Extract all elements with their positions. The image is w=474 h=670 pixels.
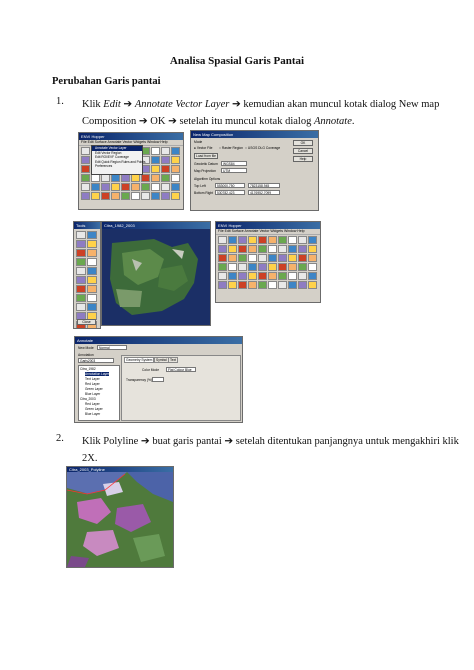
hopper-b-menubar[interactable]: File Edit Surface Annotate Vector Widgets Window Help [216,229,320,235]
toolbar-tool-icon[interactable] [308,245,317,253]
toolbar-tool-icon[interactable] [91,183,100,191]
radio-usgs-coverage[interactable]: ○ USGS DLG Coverage [245,146,281,150]
toolbar-tool-icon[interactable] [218,254,227,262]
toolbar-tool-icon[interactable] [238,254,247,262]
toolbar-tool-icon[interactable] [151,147,160,155]
toolbar-tool-icon[interactable] [238,272,247,280]
step-1-arrow: ➔ [120,99,135,110]
toolbar-tool-icon[interactable] [278,263,287,271]
toolbar-tool-icon[interactable] [76,258,86,266]
layer-tree-item[interactable]: Red Layer [85,382,100,386]
toolbar-tool-icon[interactable] [171,156,180,164]
new-mode-select[interactable]: Normal [97,345,127,350]
toolbar-tool-icon[interactable] [151,183,160,191]
step-2-line1: Klik Polyline ➔ buat garis pantai ➔ setelah ditentukan panjangnya untuk mengakhiri klik [82,436,459,447]
toolbar-tool-icon[interactable] [288,263,297,271]
toolbar-tool-icon[interactable] [248,263,257,271]
toolbar-tool-icon[interactable] [258,272,267,280]
toolbar-tool-icon[interactable] [298,236,307,244]
toolbar-tool-icon[interactable] [248,236,257,244]
section-heading: Perubahan Garis pantai [52,76,161,87]
toolbar-tool-icon[interactable] [76,303,86,311]
toolbar-tool-icon[interactable] [81,192,90,200]
toolbar-tool-icon[interactable] [161,174,170,182]
toolbar-tool-icon[interactable] [228,281,237,289]
toolbar-tool-icon[interactable] [91,192,100,200]
toolbar-tool-icon[interactable] [131,192,140,200]
toolbar-tool-icon[interactable] [288,272,297,280]
top-left-x-field[interactable]: 553000.750 [215,183,245,188]
toolbar-tool-icon[interactable] [81,183,90,191]
toolbar-tool-icon[interactable] [238,281,247,289]
load-from-file-button[interactable]: Load from file [194,153,218,159]
hopper-b-toolbar[interactable] [218,236,317,289]
toolbar-tool-icon[interactable] [238,245,247,253]
layer-tree-item[interactable]: Green Layer [85,387,103,391]
toolbar-tool-icon[interactable] [87,294,97,302]
annotate-dialog [74,336,243,423]
toolbar-tool-icon[interactable] [258,236,267,244]
top-left-y-field[interactable]: 7823158.945 [248,183,280,188]
edit-dropdown-menu[interactable] [91,145,146,175]
step-1-annotate-dialog: Annotate [313,116,352,127]
toolbar-tool-icon[interactable] [278,236,287,244]
step-1-line2: Composition ➔ OK ➔ setelah itu muncul kotak dialog [82,116,314,127]
toolbar-tool-icon[interactable] [278,254,287,262]
layer-tree-item[interactable]: Green Layer [85,407,103,411]
toolbar-tool-icon[interactable] [161,192,170,200]
hopper-a-menubar[interactable]: File Edit Surface Annotate Vector Widgets Window Help [79,140,183,146]
toolbar-tool-icon[interactable] [151,156,160,164]
toolbar-tool-icon[interactable] [141,183,150,191]
radio-vector-file[interactable]: ● Vector File [194,146,213,150]
toolbar-tool-icon[interactable] [76,276,86,284]
menu-item-edit-vector[interactable]: Edit Vector Region [95,150,122,155]
toolbar-tool-icon[interactable] [288,281,297,289]
toolbar-tool-icon[interactable] [268,281,277,289]
help-button[interactable]: Help [293,156,313,162]
satellite-image[interactable] [102,229,210,325]
geodetic-datum-field[interactable]: WGS84 [221,161,247,166]
annotation-label: Annotation [78,353,94,357]
bottom-right-label: Bottom Right [194,191,214,195]
layer-tree-item[interactable]: Blue Layer [85,412,101,416]
step-1-prefix: Klik [82,99,104,110]
toolbar-tool-icon[interactable] [121,183,130,191]
toolbar-tool-icon[interactable] [218,281,227,289]
toolbar-tool-icon[interactable] [258,245,267,253]
annotate-titlebar: Annotate [75,337,242,344]
toolbar-tool-icon[interactable] [258,254,267,262]
color-mode-label: Color Mode [142,368,160,372]
toolbar-tool-icon[interactable] [101,174,110,182]
toolbar-tool-icon[interactable] [298,272,307,280]
toolbar-tool-icon[interactable] [101,192,110,200]
toolbar-tool-icon[interactable] [76,231,86,239]
toolbar-tool-icon[interactable] [151,165,160,173]
menu-item-quick-region[interactable]: Edit Quick Region Rules and Points [95,159,146,164]
annotation-name-field[interactable]: Garis2003 [78,358,114,363]
toolbar-tool-icon[interactable] [87,303,97,311]
satellite-image-window [101,221,211,326]
polyline-map-window [66,466,174,568]
ok-button[interactable]: OK [293,140,313,146]
toolbar-tool-icon[interactable] [238,263,247,271]
layer-tree[interactable] [78,365,120,421]
toolbar-tool-icon[interactable] [76,249,86,257]
toolbar-tool-icon[interactable] [171,165,180,173]
toolbar-tool-icon[interactable] [228,245,237,253]
layer-tree-item[interactable]: Text Layer [85,377,100,381]
toolbar-tool-icon[interactable] [218,272,227,280]
toolbar-tool-icon[interactable] [141,192,150,200]
geodetic-label: Geodetic Datum [194,162,218,166]
toolbar-tool-icon[interactable] [238,236,247,244]
toolbar-tool-icon[interactable] [76,285,86,293]
toolbar-tool-icon[interactable] [87,285,97,293]
toolbar-tool-icon[interactable] [268,254,277,262]
toolbar-tool-icon[interactable] [131,183,140,191]
hopper-a-titlebar: ENVI Hopper [79,133,183,140]
toolbar-tool-icon[interactable] [298,245,307,253]
false-color-satellite-map[interactable] [67,472,173,567]
toolbar-tool-icon[interactable] [111,183,120,191]
tab-geometry[interactable]: Geometry System [126,358,153,362]
toolbar-tool-icon[interactable] [308,254,317,262]
toolbar-tool-icon[interactable] [111,192,120,200]
toolbar-tool-icon[interactable] [298,263,307,271]
transparency-field[interactable] [152,377,164,382]
toolbar-tool-icon[interactable] [308,272,317,280]
tab-symbol[interactable]: Symbol [156,358,167,362]
toolbar-tool-icon[interactable] [288,254,297,262]
new-mode-label: New Mode [78,346,94,350]
toolbar-tool-icon[interactable] [308,281,317,289]
toolbar-tool-icon[interactable] [76,294,86,302]
toolbar-tool-icon[interactable] [308,236,317,244]
step-1-annotate-vector: Annotate Vector Layer [134,99,230,110]
toolbar-tool-icon[interactable] [298,281,307,289]
toolbar-tool-icon[interactable] [268,272,277,280]
step-2-line2: 2X. [82,453,98,464]
bottom-right-x-field[interactable]: 530782.423 [215,190,245,195]
bottom-right-y-field[interactable]: 4176952.7099 [248,190,280,195]
toolbar-tool-icon[interactable] [161,165,170,173]
toolbar-tool-icon[interactable] [76,267,86,275]
step-1-suffix: ➔ kemudian akan muncul kotak dialog New map [229,99,440,110]
toolbar-tool-icon[interactable] [308,263,317,271]
toolbar-tool-icon[interactable] [161,147,170,155]
toolbar-tool-icon[interactable] [131,174,140,182]
toolbar-tool-icon[interactable] [81,156,90,164]
tools-titlebar: Tools [74,222,100,229]
color-mode-select[interactable]: Flat Colour Blue [166,367,196,372]
page-title: Analisa Spasial Garis Pantai [169,55,305,67]
toolbar-tool-icon[interactable] [81,147,90,155]
map-d-titlebar: Citra_2003_Polyline [67,467,173,472]
new-map-composition-dialog [190,130,319,211]
radio-raster-region[interactable]: ○ Raster Region [219,146,243,150]
toolbar-tool-icon[interactable] [258,263,267,271]
toolbar-tool-icon[interactable] [278,272,287,280]
properties-panel [121,355,241,421]
toolbar-tool-icon[interactable] [228,236,237,244]
toolbar-tool-icon[interactable] [228,272,237,280]
toolbar-tool-icon[interactable] [121,174,130,182]
toolbar-tool-icon[interactable] [258,281,267,289]
toolbar-tool-icon[interactable] [171,174,180,182]
layer-tree-item[interactable]: Annotation Layer [85,372,110,376]
tab-text[interactable]: Text [170,358,177,362]
toolbar-tool-icon[interactable] [218,263,227,271]
algorithm-options-label: Algorithm Options [194,177,221,181]
projection-label: Map Projection [194,169,216,173]
toolbar-tool-icon[interactable] [121,192,130,200]
menu-item-annotate-vector[interactable]: Annotate Vector Layer [92,146,142,151]
toolbar-tool-icon[interactable] [268,263,277,271]
toolbar-tool-icon[interactable] [161,156,170,164]
toolbar-tool-icon[interactable] [218,236,227,244]
step-2-number: 2. [56,433,64,444]
top-left-label: Top Left [194,184,206,188]
toolbar-tool-icon[interactable] [76,240,86,248]
toolbar-tool-icon[interactable] [151,174,160,182]
toolbar-tool-icon[interactable] [87,267,97,275]
menu-item-preferences[interactable]: Preferences [95,164,113,168]
toolbar-tool-icon[interactable] [218,245,227,253]
toolbar-tool-icon[interactable] [87,258,97,266]
toolbar-tool-icon[interactable] [87,249,97,257]
toolbar-tool-icon[interactable] [248,272,257,280]
toolbar-tool-icon[interactable] [268,236,277,244]
toolbar-tool-icon[interactable] [101,183,110,191]
toolbar-tool-icon[interactable] [228,263,237,271]
hopper-window-a [78,132,184,210]
toolbar-tool-icon[interactable] [87,231,97,239]
layer-tree-item[interactable]: Red Layer [85,402,100,406]
toolbar-tool-icon[interactable] [171,192,180,200]
menu-item-edit-roi[interactable]: Edit ROI/EVF Coverage [95,155,129,159]
mode-label: Mode [194,140,203,144]
toolbar-tool-icon[interactable] [151,192,160,200]
image-b-titlebar: Citra_1982_2003 [102,222,210,229]
toolbar-tool-icon[interactable] [268,245,277,253]
toolbar-tool-icon[interactable] [288,245,297,253]
step-1-text [82,96,440,130]
toolbar-tool-icon[interactable] [278,281,287,289]
tools-palette-window [73,221,101,329]
toolbar-tool-icon[interactable] [248,281,257,289]
toolbar-tool-icon[interactable] [111,174,120,182]
toolbar-tool-icon[interactable] [278,245,287,253]
toolbar-tool-icon[interactable] [228,254,237,262]
hopper-b-titlebar: ENVI Hopper [216,222,320,229]
toolbar-tool-icon[interactable] [91,174,100,182]
step-2-text [82,433,459,467]
toolbar-tool-icon[interactable] [161,183,170,191]
toolbar-tool-icon[interactable] [141,174,150,182]
toolbar-tool-icon[interactable] [81,165,90,173]
step-1-period: . [351,116,355,127]
toolbar-tool-icon[interactable] [248,254,257,262]
toolbar-tool-icon[interactable] [248,245,257,253]
cancel-button[interactable]: Cancel [293,148,313,154]
layer-tree-item[interactable]: Blue Layer [85,392,101,396]
layer-tree-item[interactable]: Citra_1982 [80,367,96,371]
toolbar-tool-icon[interactable] [288,236,297,244]
toolbar-tool-icon[interactable] [87,240,97,248]
toolbar-tool-icon[interactable] [298,254,307,262]
new-map-titlebar: New Map Composition [191,131,318,138]
layer-tree-item[interactable]: Citra_2003 [80,397,96,401]
toolbar-tool-icon[interactable] [171,147,180,155]
map-projection-field[interactable]: UTM [221,168,247,173]
toolbar-tool-icon[interactable] [81,174,90,182]
transparency-label: Transparency (%) [126,378,153,382]
tools-palette-buttons[interactable] [76,231,97,329]
step-1-number: 1. [56,96,64,107]
step-1-edit-menu: Edit [103,99,121,110]
tools-close-button[interactable]: Close [77,319,96,325]
toolbar-tool-icon[interactable] [87,276,97,284]
toolbar-tool-icon[interactable] [171,183,180,191]
hopper-window-b [215,221,321,303]
